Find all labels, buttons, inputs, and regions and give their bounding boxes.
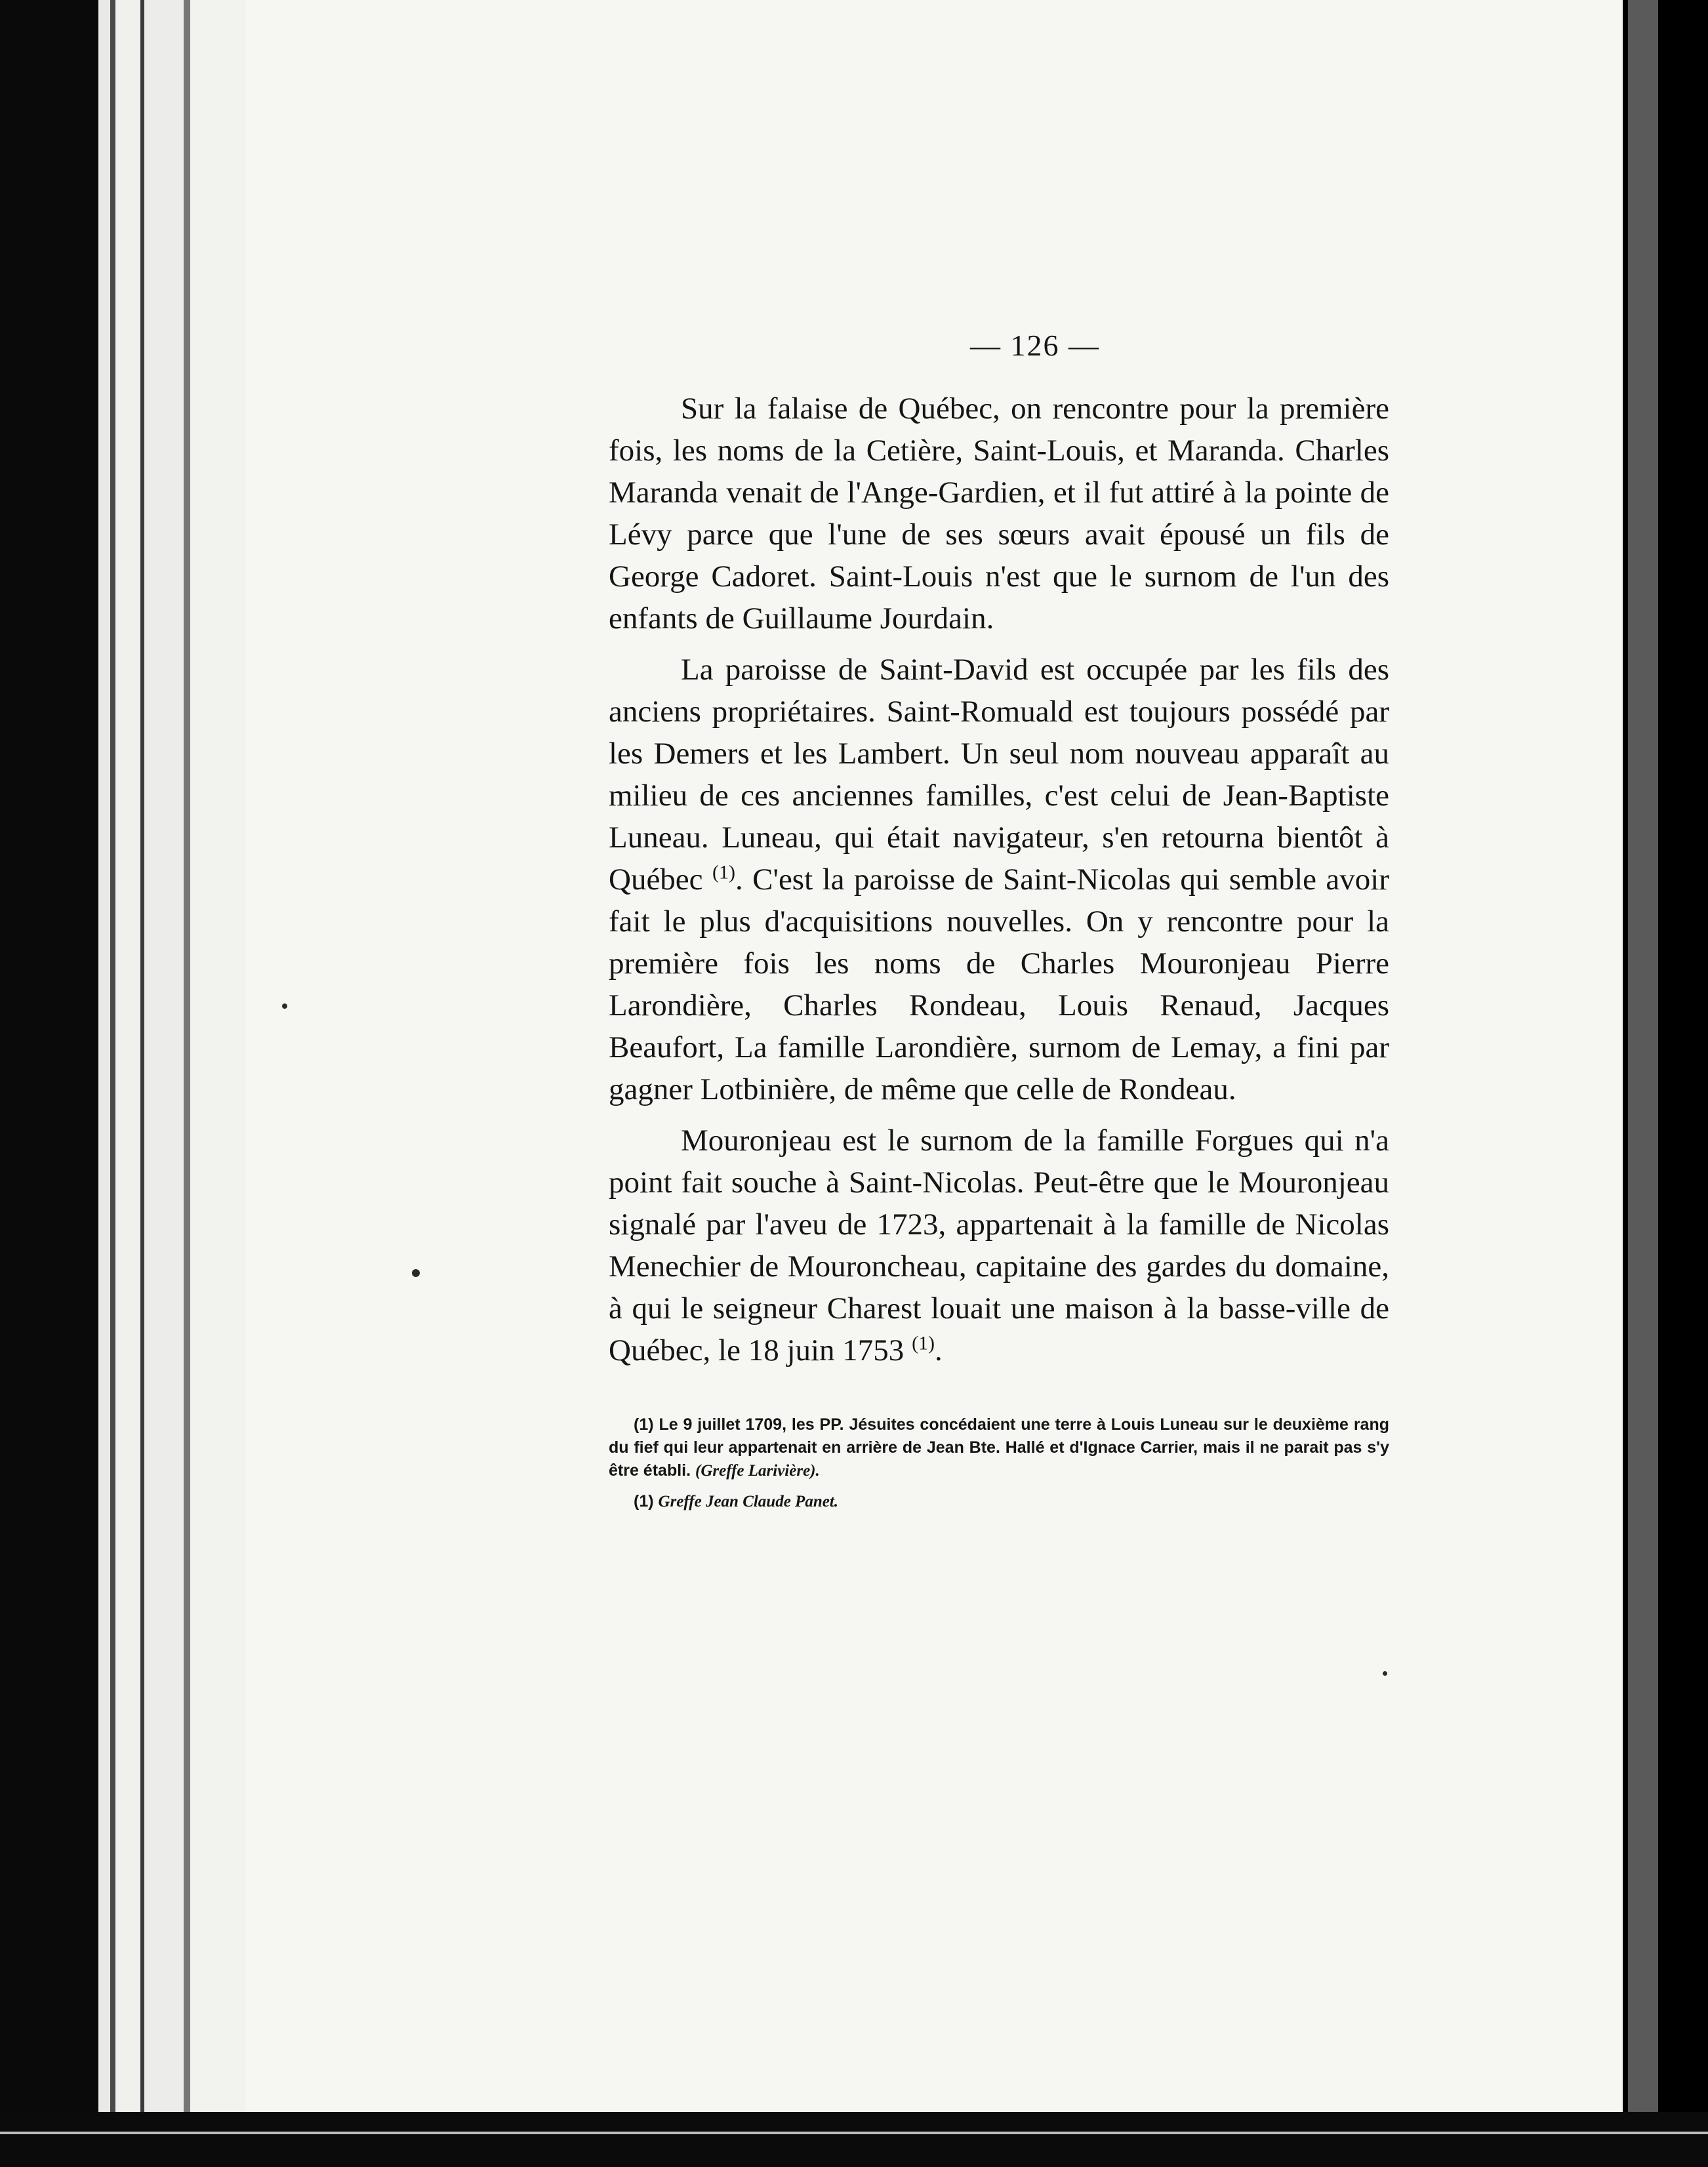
footnote: [609, 1490, 1389, 1513]
footnotes: [609, 1413, 1389, 1513]
paragraph: Mouronjeau est le surnom de la famille Forgues qui n'a point fait souche à Saint-Nicolas. Peut-être que le Mouronjeau signalé par l'aveu de 1723, appartenait à la famille de Nicolas Menechier de Mouroncheau, capitaine des gardes du domaine, à qui le seigneur Charest louait une maison à la basse-ville de Québec, le 18 juin 1753 $^{(1)}$.: [609, 1124, 1389, 1367]
scan-speck: [282, 1003, 287, 1009]
footnote-ref: (1): [712, 861, 735, 883]
footnote-mark: (1): [634, 1492, 654, 1510]
page-number: — 126 —: [970, 329, 1100, 362]
footnote: (1) Le 9 juillet 1709, les PP. Jésuites concédaient une terre à Louis Luneau sur le deuxième rang du fief qui leur appartenait en arrière de Jean Bte. Hallé et d'Ignace Carrier, mais il ne parait pas s'y être établi. (Greffe Larivière).: [609, 1415, 1389, 1480]
scan-border-bottom: [0, 2112, 1708, 2167]
page-text-block: [609, 328, 1389, 1521]
paragraph: Sur la falaise de Québec, on rencontre pour la première fois, les noms de la Cetière, Saint-Louis, et Maranda. Charles Maranda venait de l'Ange-Gardien, et il fut attiré à la pointe de Lévy parce que l'une de ses sœurs avait épousé un fils de George Cadoret. Saint-Louis n'est que le surnom de l'un des enfants de Guillaume Jourdain.: [609, 392, 1389, 636]
scan-speck: [412, 1269, 420, 1277]
scan-speck: [1383, 1671, 1387, 1676]
footnote-ref: (1): [912, 1332, 935, 1354]
footnote-source: Greffe Jean Claude Panet.: [658, 1493, 839, 1510]
paragraph: La paroisse de Saint-David est occupée par les fils des anciens propriétaires. Saint-Romuald est toujours possédé par les Demers et les Lambert. Un seul nom nouveau apparaît au milieu de ces anciennes familles, c'est celui de Jean-Baptiste Luneau. Luneau, qui était navigateur, s'en retourna bientôt à Québec $^{(1)}$. C'est la paroisse de Saint-Nicolas qui semble avoir fait le plus d'acquisitions nouvelles. On y rencontre pour la première fois les noms de Charles Mouronjeau Pierre Larondière, Charles Rondeau, Louis Renaud, Jacques Beaufort, La famille Larondière, surnom de Lemay, a fini par gagner Lotbinière, de même que celle de Rondeau.: [609, 653, 1390, 1106]
footnote-mark: (1): [634, 1415, 654, 1434]
footnote-source: (Greffe Larivière).: [695, 1462, 820, 1480]
scan-border-right: [1623, 0, 1708, 2167]
